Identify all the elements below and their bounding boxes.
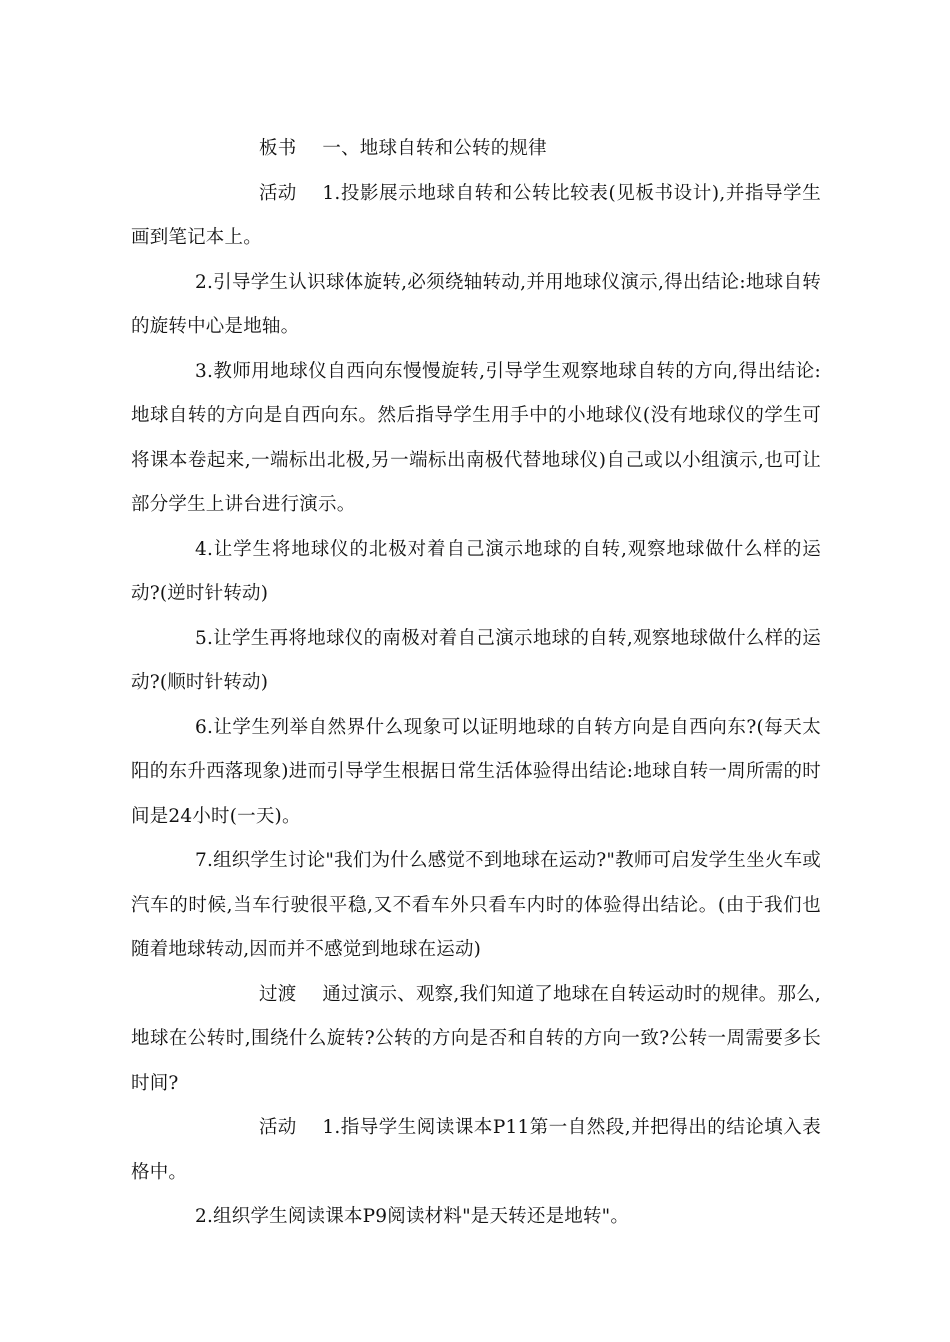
- paragraph-text: 6.让学生列举自然界什么现象可以证明地球的自转方向是自西向东?(每天太阳的东升西落现象)进而引导学生根据日常生活体验得出结论:地球自转一周所需的时间是24小时(一天)。: [131, 716, 821, 827]
- paragraph-step-7: [131, 839, 821, 973]
- document-body: [131, 127, 821, 1240]
- paragraph-board-heading: [131, 127, 821, 172]
- paragraph-text: 4.让学生将地球仪的北极对着自己演示地球的自转,观察地球做什么样的运动?(逆时针转动): [131, 538, 821, 604]
- paragraph-step-6: [131, 706, 821, 840]
- paragraph-text: 2.组织学生阅读课本P9阅读材料"是天转还是地转"。: [195, 1206, 630, 1227]
- paragraph-text: 通过演示、观察,我们知道了地球在自转运动时的规律。那么,地球在公转时,围绕什么旋转?公转的方向是否和自转的方向一致?公转一周需要多长时间?: [131, 983, 821, 1094]
- paragraph-text: 1.指导学生阅读课本P11第一自然段,并把得出的结论填入表格中。: [131, 1117, 821, 1183]
- paragraph-text: 一、地球自转和公转的规律: [322, 138, 547, 159]
- section-label: 活动: [259, 1117, 297, 1138]
- paragraph-text: 7.组织学生讨论"我们为什么感觉不到地球在运动?"教师可启发学生坐火车或汽车的时候,当车行驶很平稳,又不看车外只看车内时的体验得出结论。(由于我们也随着地球转动,因而并不感觉到地球在运动): [131, 850, 821, 960]
- paragraph-text: 2.引导学生认识球体旋转,必须绕轴转动,并用地球仪演示,得出结论:地球自转的旋转中心是地轴。: [131, 271, 821, 337]
- paragraph-text: 5.让学生再将地球仪的南极对着自己演示地球的自转,观察地球做什么样的运动?(顺时针转动): [131, 627, 821, 693]
- paragraph-text: 3.教师用地球仪自西向东慢慢旋转,引导学生观察地球自转的方向,得出结论:地球自转的方向是自西向东。然后指导学生用手中的小地球仪(没有地球仪的学生可将课本卷起来,一端标出北极,另一端标出南极代替地球仪)自己或以小组演示,也可让部分学生上讲台进行演示。: [131, 360, 821, 515]
- paragraph-step-3: [131, 350, 821, 528]
- paragraph-step-4: [131, 528, 821, 617]
- paragraph-activity-1: [131, 172, 821, 261]
- paragraph-step-2: [131, 261, 821, 350]
- section-label: 过渡: [259, 983, 297, 1005]
- section-label: 板书: [259, 138, 297, 159]
- paragraph-activity-2: [131, 1106, 821, 1195]
- section-label: 活动: [259, 182, 297, 204]
- paragraph-reading: [131, 1195, 821, 1240]
- paragraph-transition: [131, 973, 821, 1107]
- paragraph-step-5: [131, 617, 821, 706]
- paragraph-text: 1.投影展示地球自转和公转比较表(见板书设计),并指导学生画到笔记本上。: [131, 182, 821, 248]
